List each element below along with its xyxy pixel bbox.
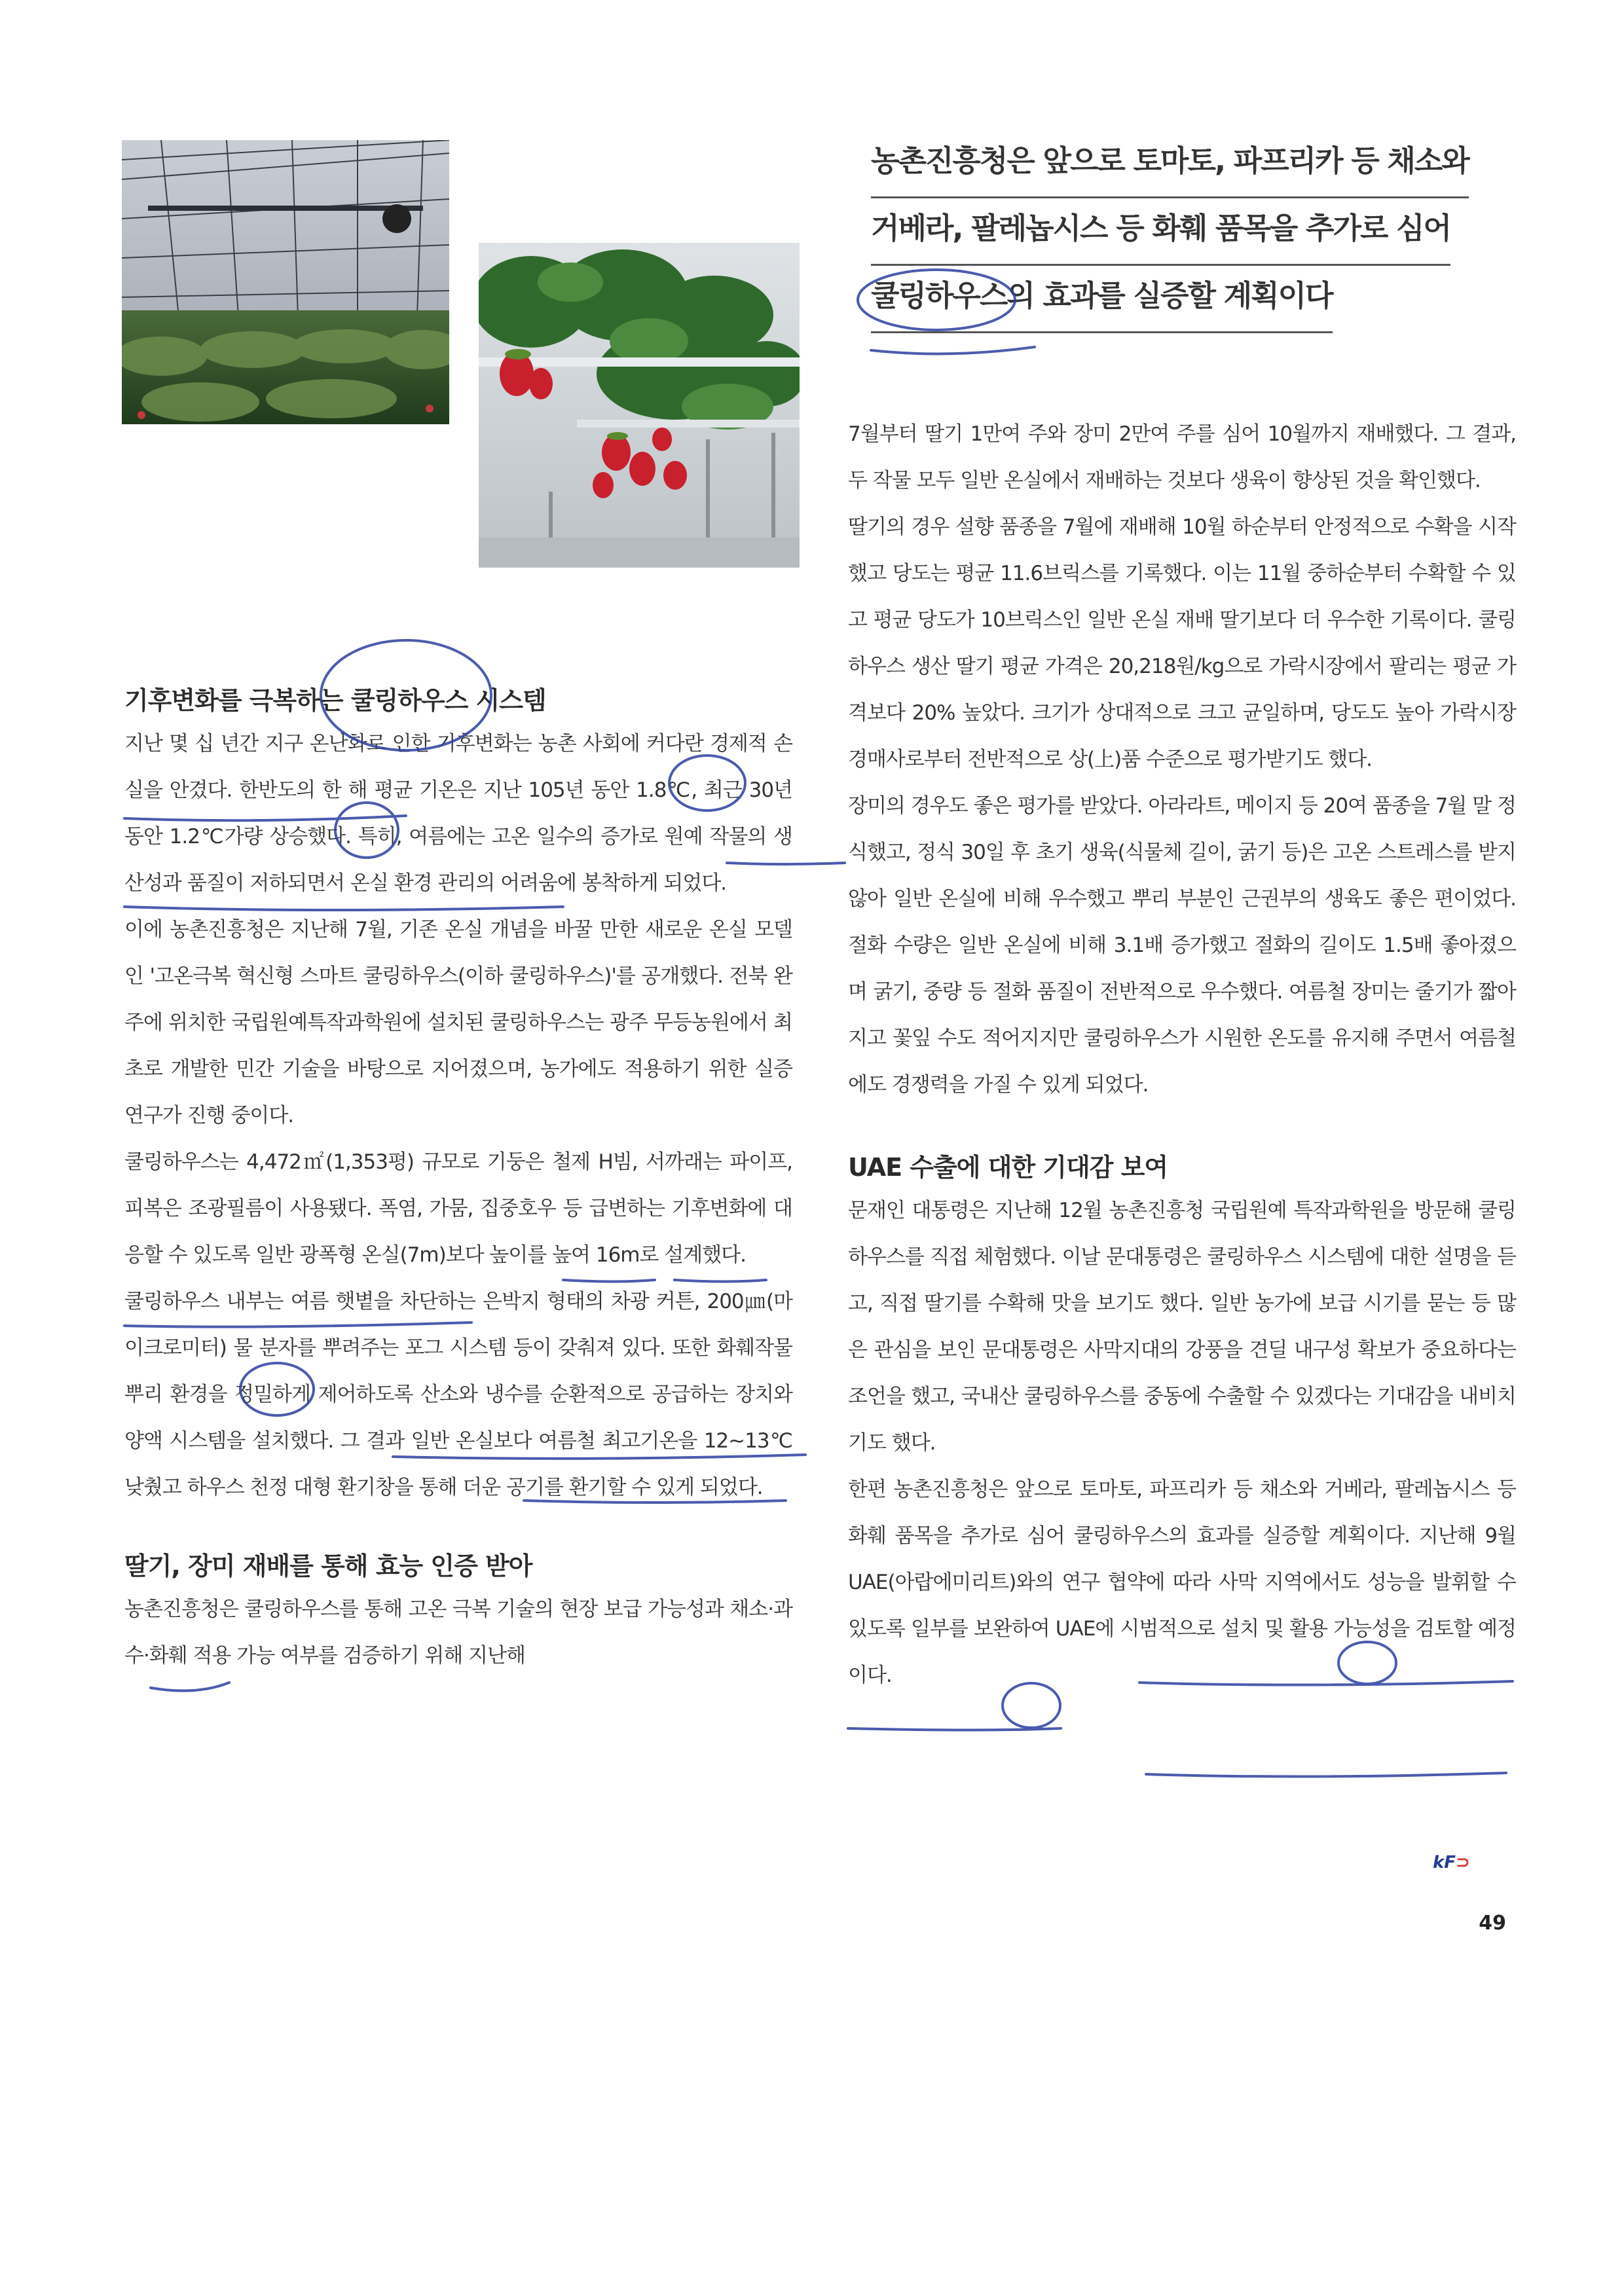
section-heading-strawberry-rose: 딸기, 장미 재배를 통해 효능 인증 받아	[124, 1551, 532, 1580]
pull-quote-line-2: 거베라, 팔레놉시스 등 화훼 품목을 추가로 심어	[871, 198, 1450, 266]
body-paragraph: 농촌진흥청은 쿨링하우스를 통해 고온 극복 기술의 현장 보급 가능성과 채소·과수·화훼 적용 가능 여부를 검증하기 위해 지난해	[124, 1597, 792, 1667]
body-paragraph: 쿨링하우스 내부는 여름 햇볕을 차단하는 은박지 형태의 차광 커튼, 200㎛(마이크로미터) 물 분자를 뿌려주는 포그 시스템 등이 갖춰져 있다. 또한 화훼작물 뿌리 환경을 정밀하게 제어하도록 산소와 냉수를 순환적으로 공급하는 장치와 양액 시스템을 설치했다. 그 결과 일반 온실보다 여름철 최고기온을 12~13℃ 낮췄고 하우스 천정 대형 환기창을 통해 더운 공기를 환기할 수 있게 되었다.	[124, 1289, 792, 1499]
body-paragraph: 장미의 경우도 좋은 평가를 받았다. 아라라트, 메이지 등 20여 품종을 7월 말 정식했고, 정식 30일 후 초기 생육(식물체 길이, 굵기 등)은 고온 스트레스를 받지 않아 일반 온실에 비해 우수했고 뿌리 부분인 근권부의 생육도 좋은 편이었다. 절화 수량은 일반 온실에 비해 3.1배 증가했고 절화의 길이도 1.5배 좋아졌으며 굵기, 중량 등 절화 품질이 전반적으로 우수했다. 여름철 장미는 줄기가 짧아지고 꽃잎 수도 적어지지만 쿨링하우스가 시원한 온도를 유지해 주면서 여름철에도 경쟁력을 가질 수 있게 되었다.	[848, 794, 1516, 1097]
body-paragraph: 이에 농촌진흥청은 지난해 7월, 기존 온실 개념을 바꿀 만한 새로운 온실 모델인 '고온극복 혁신형 스마트 쿨링하우스(이하 쿨링하우스)'를 공개했다. 전북 완주에 위치한 국립원예특작과학원에 설치된 쿨링하우스는 광주 무등농원에서 최초로 개발한 민간 기술을 바탕으로 지어졌으며, 농가에도 적용하기 위한 실증 연구가 진행 중이다.	[124, 917, 792, 1127]
kf-logo	[1433, 1853, 1470, 1872]
body-paragraph: 쿨링하우스는 4,472㎡(1,353평) 규모로 기둥은 철제 H빔, 서까래는 파이프, 피복은 조광필름이 사용됐다. 폭염, 가뭄, 집중호우 등 급변하는 기후변화에 대응할 수 있도록 일반 광폭형 온실(7m)보다 높이를 높여 16m로 설계했다.	[124, 1150, 792, 1267]
pen-underline-annotation	[151, 1683, 229, 1691]
page-number: 49	[1479, 1912, 1506, 1935]
pen-underline-annotation	[1146, 1773, 1506, 1777]
right-column	[848, 411, 1516, 1699]
strawberry-hanging-beds-photo	[479, 243, 800, 568]
body-paragraph: 지난 몇 십 년간 지구 온난화로 인한 기후변화는 농촌 사회에 커다란 경제적 손실을 안겼다. 한반도의 한 해 평균 기온은 지난 105년 동안 1.8℃, 최근 30년 동안 1.2℃가량 상승했다. 특히, 여름에는 고온 일수의 증가로 원예 작물의 생산성과 품질이 저하되면서 온실 환경 관리의 어려움에 봉착하게 되었다.	[124, 731, 792, 895]
body-paragraph: 딸기의 경우 설향 품종을 7월에 재배해 10월 하순부터 안정적으로 수확을 시작했고 당도는 평균 11.6브릭스를 기록했다. 이는 11월 중하순부터 수확할 수 있고 평균 당도가 10브릭스인 일반 온실 재배 딸기보다 더 우수한 기록이다. 쿨링하우스 생산 딸기 평균 가격은 20,218원/kg으로 가락시장에서 팔리는 평균 가격보다 20% 높았다. 크기가 상대적으로 크고 균일하며, 당도도 높아 가락시장 경매사로부터 전반적으로 상(上)품 수준으로 평가받기도 했다.	[848, 515, 1516, 771]
pull-quote	[871, 131, 1526, 333]
left-column	[124, 681, 792, 1679]
strawberry-image	[479, 243, 800, 568]
logo-arc: ⊃	[1456, 1853, 1470, 1872]
logo-text: kF	[1433, 1853, 1456, 1872]
pull-quote-line-1: 농촌진흥청은 앞으로 토마토, 파프리카 등 채소와	[871, 131, 1469, 198]
section-heading-uae-export: UAE 수출에 대한 기대감 보여	[848, 1153, 1168, 1182]
pen-underline-annotation	[871, 347, 1035, 354]
greenhouse-image	[122, 140, 449, 424]
section-heading-cooling-house: 기후변화를 극복하는 쿨링하우스 시스템	[124, 686, 546, 715]
body-paragraph: 문재인 대통령은 지난해 12월 농촌진흥청 국립원예 특작과학원을 방문해 쿨링하우스를 직접 체험했다. 이날 문대통령은 쿨링하우스 시스템에 대한 설명을 듣고, 직접 딸기를 수확해 맛을 보기도 했다. 일반 농가에 보급 시기를 묻는 등 많은 관심을 보인 문대통령은 사막지대의 강풍을 견딜 내구성 확보가 중요하다는 조언을 했고, 국내산 쿨링하우스를 중동에 수출할 수 있겠다는 기대감을 내비치기도 했다.	[848, 1198, 1516, 1455]
pen-underline-annotation	[848, 1728, 1061, 1730]
body-paragraph: 7월부터 딸기 1만여 주와 장미 2만여 주를 심어 10월까지 재배했다. 그 결과, 두 작물 모두 일반 온실에서 재배하는 것보다 생육이 향상된 것을 확인했다.	[848, 422, 1516, 492]
body-paragraph: 한편 농촌진흥청은 앞으로 토마토, 파프리카 등 채소와 거베라, 팔레놉시스 등 화훼 품목을 추가로 심어 쿨링하우스의 효과를 실증할 계획이다. 지난해 9월 UAE(아랍에미리트)와의 연구 협약에 따라 사막 지역에서도 성능을 발휘할 수 있도록 일부를 보완하여 UAE에 시범적으로 설치 및 활용 가능성을 검토할 예정이다.	[848, 1477, 1516, 1687]
greenhouse-interior-photo	[122, 140, 449, 424]
pull-quote-line-3: 쿨링하우스의 효과를 실증할 계획이다	[871, 266, 1333, 333]
